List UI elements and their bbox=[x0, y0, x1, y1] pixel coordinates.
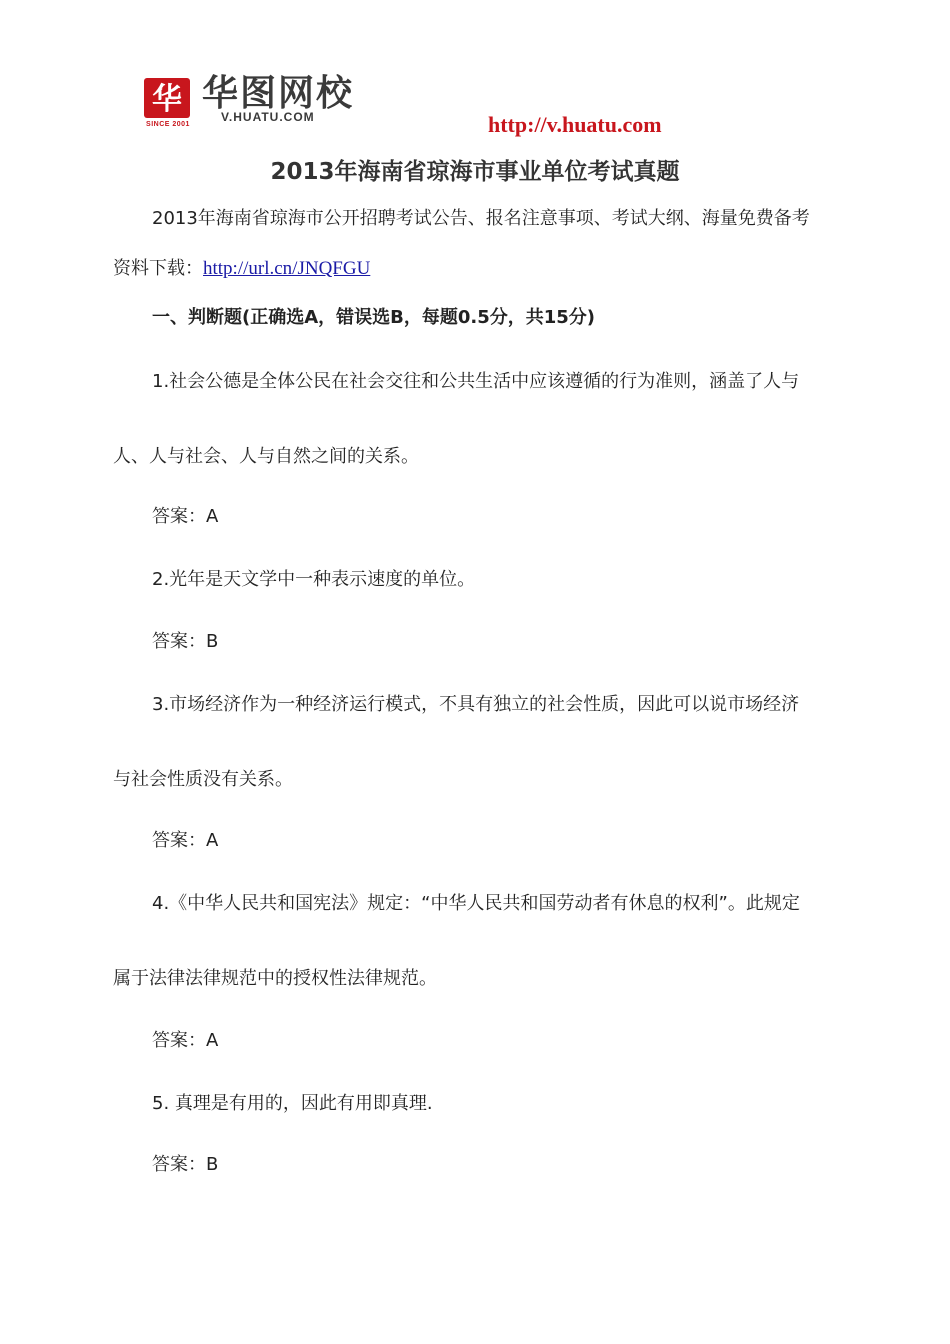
logo-name: 华图网校 bbox=[202, 73, 355, 114]
question-3-line-2: 与社会性质没有关系。 bbox=[113, 769, 293, 790]
logo-mark-glyph: 华 bbox=[152, 82, 182, 117]
question-3-answer: 答案：A bbox=[152, 830, 219, 851]
document-title: 2013年海南省琼海市事业单位考试真题 bbox=[270, 159, 680, 185]
download-link[interactable]: http://url.cn/JNQFGU bbox=[203, 258, 371, 279]
question-2-line-1: 2.光年是天文学中一种表示速度的单位。 bbox=[152, 569, 476, 590]
logo-url: V.HUATU.COM bbox=[221, 110, 315, 124]
intro-line-2 bbox=[113, 257, 370, 281]
question-5-line-1: 5. 真理是有用的，因此有用即真理. bbox=[152, 1093, 433, 1114]
question-2-answer: 答案：B bbox=[152, 631, 219, 652]
question-4-line-2: 属于法律法律规范中的授权性法律规范。 bbox=[113, 968, 437, 989]
intro-prefix: 资料下载： bbox=[113, 258, 203, 279]
section-heading: 一、判断题(正确选A，错误选B，每题0.5分，共15分) bbox=[152, 307, 596, 328]
intro-line-1: 2013年海南省琼海市公开招聘考试公告、报名注意事项、考试大纲、海量免费备考 bbox=[152, 208, 810, 229]
question-3-line-1: 3.市场经济作为一种经济运行模式，不具有独立的社会性质，因此可以说市场经济 bbox=[152, 694, 800, 715]
logo-since: SINCE 2001 bbox=[146, 121, 190, 128]
huatu-logo-icon bbox=[144, 78, 190, 118]
question-4-answer: 答案：A bbox=[152, 1030, 219, 1051]
question-1-answer: 答案：A bbox=[152, 506, 219, 527]
question-5-answer: 答案：B bbox=[152, 1154, 219, 1175]
question-1-line-1: 1.社会公德是全体公民在社会交往和公共生活中应该遵循的行为准则，涵盖了人与 bbox=[152, 371, 800, 392]
site-url-link[interactable]: http://v.huatu.com bbox=[488, 112, 662, 137]
question-1-line-2: 人、人与社会、人与自然之间的关系。 bbox=[113, 446, 419, 467]
question-4-line-1: 4.《中华人民共和国宪法》规定：“中华人民共和国劳动者有休息的权利”。此规定 bbox=[152, 893, 800, 914]
